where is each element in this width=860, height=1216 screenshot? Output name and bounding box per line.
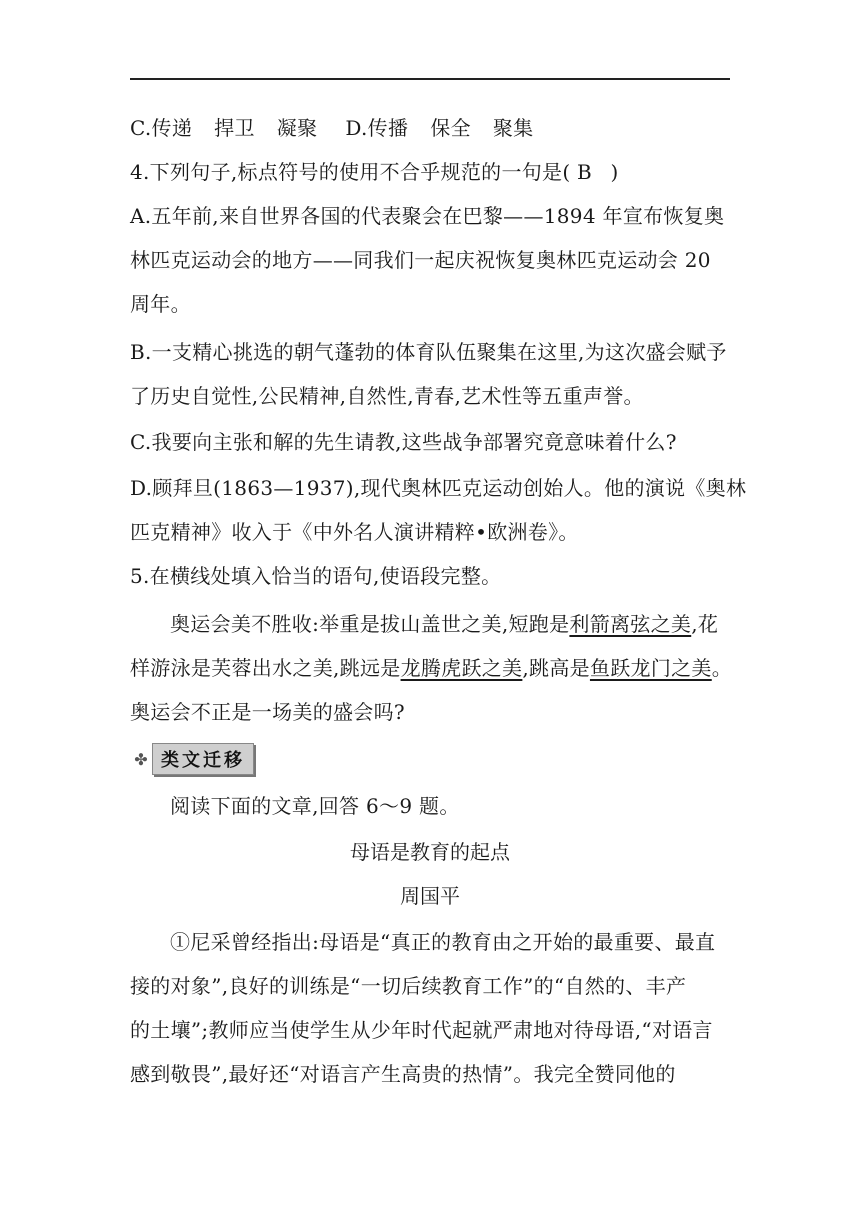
q4-option-d-line1: D.顾拜旦(1863—1937),现代奥林匹克运动创始人。他的演说《奥林 [130,476,747,500]
q5-fill-3: 鱼跃龙门之美 [589,656,712,680]
q5-text-3: 样游泳是芙蓉出水之美,跳远是 [130,656,401,680]
q4-option-a-line3: 周年。 [130,292,191,316]
q5-paragraph-line3: 奥运会不正是一场美的盛会吗? [130,700,405,724]
q3-option-c-word3: 凝聚 [276,116,318,140]
article-author: 周国平 [400,884,460,908]
q5-text-1: 奥运会美不胜收:举重是拔山盖世之美,短跑是 [170,612,570,636]
q5-stem: 5.在横线处填入恰当的语句,使语段完整。 [130,564,502,588]
q4-option-b-line1: B.一支精心挑选的朝气蓬勃的体育队伍聚集在这里,为这次盛会赋予 [130,340,727,364]
q4-option-b-line2: 了历史自觉性,公民精神,自然性,青春,艺术性等五重声誉。 [130,384,644,408]
section-badge [130,744,254,774]
header-rule [130,78,730,80]
q4-option-d-line2: 匹克精神》收入于《中外名人演讲精粹•欧洲卷》。 [130,520,579,544]
q4-option-a-line2: 林匹克运动会的地方——同我们一起庆祝恢复奥林匹克运动会 20 [130,248,711,272]
q5-paragraph-line2 [130,654,732,682]
q5-fill-1: 利箭离弦之美 [569,612,692,636]
q4-answer: B [576,160,592,184]
section-badge-label: 类文迁移 [152,743,254,775]
q5-paragraph-line1 [170,610,718,638]
article-title: 母语是教育的起点 [350,840,510,864]
q5-text-4: ,跳高是 [522,656,590,680]
q4-stem: 4.下列句子,标点符号的使用不合乎规范的一句是( [130,160,571,184]
q5-text-5: 。 [711,656,733,680]
reading-intro: 阅读下面的文章,回答 6～9 题。 [170,794,460,818]
para1-line4: 感到敬畏”,最好还“对语言产生高贵的热情”。我完全赞同他的 [130,1062,676,1086]
q3-option-d-word2: 保全 [430,116,471,140]
q5-text-2: ,花 [691,612,719,636]
q4-option-c-line1: C.我要向主张和解的先生请教,这些战争部署究竟意味着什么? [130,430,677,454]
q3-option-c-word2: 捍卫 [214,116,255,140]
q4-stem-line [130,158,619,186]
q3-option-c: C.传递 [130,116,193,140]
q3-options-line [130,114,533,142]
para1-line2: 接的对象”,良好的训练是“一切后续教育工作”的“自然的、丰产 [130,974,687,998]
q4-option-a-line1: A.五年前,来自世界各国的代表聚会在巴黎——1894 年宣布恢复奥 [130,204,725,228]
fleur-icon: ✤ [134,749,148,769]
para1-line3: 的土壤”;教师应当使学生从少年时代起就严肃地对待母语,“对语言 [130,1018,713,1042]
q3-option-d-word3: 聚集 [492,116,534,140]
q5-fill-2: 龙腾虎跃之美 [400,656,523,680]
q4-close-paren: ) [610,160,619,184]
q3-option-d: D.传播 [345,116,409,140]
para1-line1: ①尼采曾经指出:母语是“真正的教育由之开始的最重要、最直 [170,930,716,954]
